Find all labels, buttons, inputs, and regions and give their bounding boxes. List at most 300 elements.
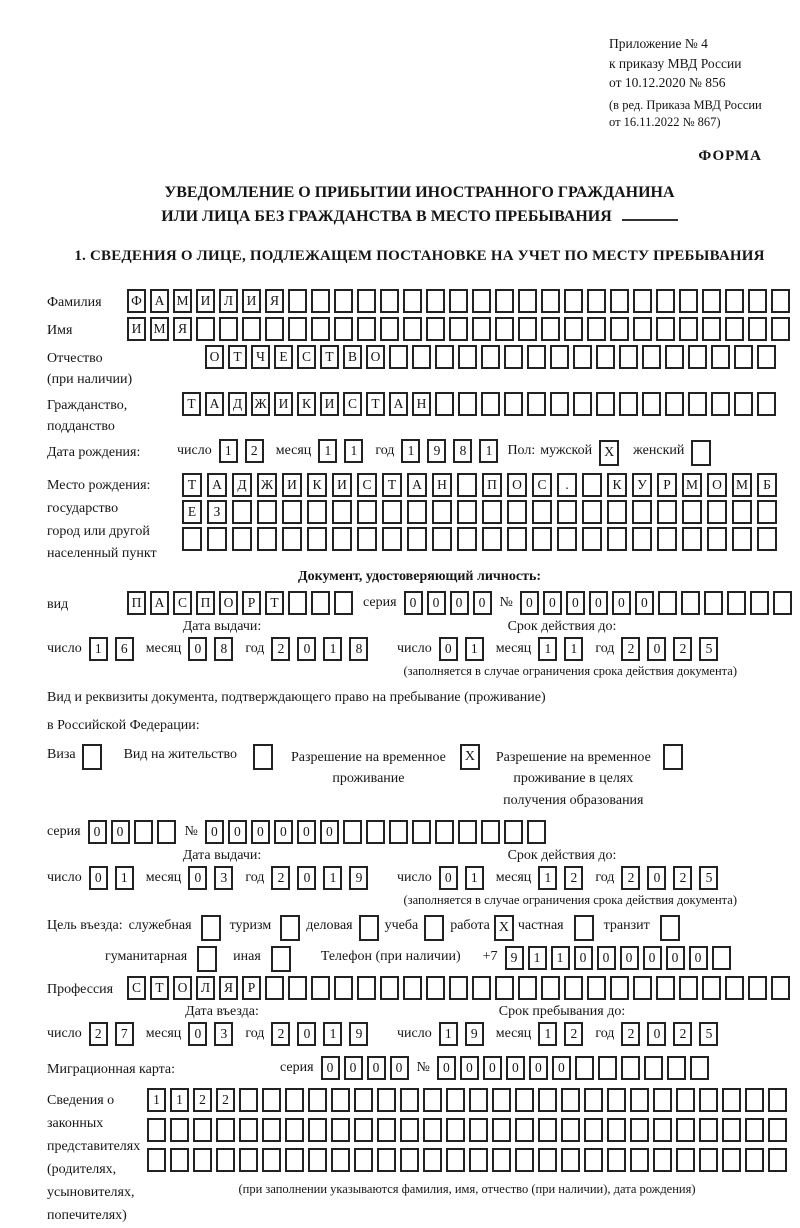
- char-cell[interactable]: [596, 392, 615, 416]
- char-cell[interactable]: А: [207, 473, 227, 497]
- char-cell[interactable]: [423, 1148, 442, 1172]
- char-cell[interactable]: [285, 1118, 304, 1142]
- char-cell[interactable]: [541, 976, 560, 1000]
- char-cell[interactable]: В: [343, 345, 362, 369]
- char-cell[interactable]: 1: [528, 946, 547, 970]
- char-cell[interactable]: 0: [647, 637, 666, 661]
- char-cell[interactable]: [481, 345, 500, 369]
- char-cell[interactable]: [598, 1056, 617, 1080]
- char-cell[interactable]: [676, 1148, 695, 1172]
- char-cell[interactable]: [435, 392, 454, 416]
- char-cell[interactable]: Ф: [127, 289, 146, 313]
- char-cell[interactable]: 0: [473, 591, 492, 615]
- char-cell[interactable]: [403, 317, 422, 341]
- char-cell[interactable]: И: [282, 473, 302, 497]
- char-cell[interactable]: [722, 1088, 741, 1112]
- char-cell[interactable]: А: [407, 473, 427, 497]
- char-cell[interactable]: [771, 317, 790, 341]
- char-cell[interactable]: 1: [564, 637, 583, 661]
- char-cell[interactable]: [193, 1148, 212, 1172]
- char-cell[interactable]: [587, 289, 606, 313]
- char-cell[interactable]: [699, 1118, 718, 1142]
- char-cell[interactable]: [311, 317, 330, 341]
- char-cell[interactable]: 1: [538, 637, 557, 661]
- char-cell[interactable]: [407, 527, 427, 551]
- char-cell[interactable]: [380, 976, 399, 1000]
- char-cell[interactable]: [584, 1118, 603, 1142]
- char-cell[interactable]: [412, 820, 431, 844]
- char-cell[interactable]: 0: [506, 1056, 525, 1080]
- char-cell[interactable]: [676, 1118, 695, 1142]
- char-cell[interactable]: 0: [552, 1056, 571, 1080]
- char-cell[interactable]: 2: [621, 1022, 640, 1046]
- char-cell[interactable]: [722, 1148, 741, 1172]
- char-cell[interactable]: [679, 289, 698, 313]
- char-cell[interactable]: [575, 1056, 594, 1080]
- char-cell[interactable]: 9: [427, 439, 446, 463]
- char-cell[interactable]: Д: [228, 392, 247, 416]
- char-cell[interactable]: [182, 527, 202, 551]
- char-cell[interactable]: [193, 1118, 212, 1142]
- char-cell[interactable]: [288, 317, 307, 341]
- char-cell[interactable]: [311, 976, 330, 1000]
- char-cell[interactable]: [644, 1056, 663, 1080]
- char-cell[interactable]: [757, 527, 777, 551]
- char-cell[interactable]: [745, 1088, 764, 1112]
- char-cell[interactable]: [561, 1088, 580, 1112]
- char-cell[interactable]: О: [507, 473, 527, 497]
- char-cell[interactable]: 0: [297, 637, 316, 661]
- char-cell[interactable]: [653, 1088, 672, 1112]
- char-cell[interactable]: [457, 473, 477, 497]
- char-cell[interactable]: О: [707, 473, 727, 497]
- char-cell[interactable]: [492, 1148, 511, 1172]
- char-cell[interactable]: [582, 473, 602, 497]
- char-cell[interactable]: [403, 976, 422, 1000]
- char-cell[interactable]: [515, 1118, 534, 1142]
- char-cell[interactable]: [285, 1088, 304, 1112]
- char-cell[interactable]: 5: [699, 866, 718, 890]
- char-cell[interactable]: [732, 527, 752, 551]
- char-cell[interactable]: [699, 1148, 718, 1172]
- char-cell[interactable]: [573, 345, 592, 369]
- char-cell[interactable]: [449, 317, 468, 341]
- char-cell[interactable]: 0: [88, 820, 107, 844]
- char-cell[interactable]: [469, 1088, 488, 1112]
- purpose-official-checkbox[interactable]: [201, 915, 221, 941]
- char-cell[interactable]: [432, 500, 452, 524]
- char-cell[interactable]: [332, 500, 352, 524]
- char-cell[interactable]: И: [332, 473, 352, 497]
- char-cell[interactable]: [768, 1088, 787, 1112]
- char-cell[interactable]: [773, 591, 792, 615]
- char-cell[interactable]: Я: [219, 976, 238, 1000]
- char-cell[interactable]: 0: [439, 637, 458, 661]
- char-cell[interactable]: .: [557, 473, 577, 497]
- char-cell[interactable]: С: [357, 473, 377, 497]
- char-cell[interactable]: [582, 527, 602, 551]
- char-cell[interactable]: [748, 976, 767, 1000]
- char-cell[interactable]: [311, 289, 330, 313]
- char-cell[interactable]: М: [173, 289, 192, 313]
- char-cell[interactable]: [515, 1088, 534, 1112]
- char-cell[interactable]: 0: [529, 1056, 548, 1080]
- char-cell[interactable]: [682, 527, 702, 551]
- char-cell[interactable]: [472, 289, 491, 313]
- char-cell[interactable]: [722, 1118, 741, 1142]
- char-cell[interactable]: 6: [115, 637, 134, 661]
- char-cell[interactable]: [458, 392, 477, 416]
- char-cell[interactable]: [354, 1088, 373, 1112]
- char-cell[interactable]: 0: [188, 637, 207, 661]
- char-cell[interactable]: [232, 500, 252, 524]
- char-cell[interactable]: [354, 1118, 373, 1142]
- char-cell[interactable]: О: [366, 345, 385, 369]
- char-cell[interactable]: [423, 1118, 442, 1142]
- char-cell[interactable]: [495, 976, 514, 1000]
- char-cell[interactable]: [642, 345, 661, 369]
- char-cell[interactable]: [495, 289, 514, 313]
- char-cell[interactable]: [377, 1118, 396, 1142]
- char-cell[interactable]: [532, 527, 552, 551]
- char-cell[interactable]: [307, 500, 327, 524]
- char-cell[interactable]: [538, 1088, 557, 1112]
- char-cell[interactable]: 5: [699, 1022, 718, 1046]
- char-cell[interactable]: Л: [196, 976, 215, 1000]
- char-cell[interactable]: [564, 317, 583, 341]
- char-cell[interactable]: М: [150, 317, 169, 341]
- char-cell[interactable]: [642, 392, 661, 416]
- char-cell[interactable]: [561, 1118, 580, 1142]
- purpose-other-checkbox[interactable]: [271, 946, 291, 972]
- char-cell[interactable]: 0: [427, 591, 446, 615]
- char-cell[interactable]: [656, 976, 675, 1000]
- char-cell[interactable]: [653, 1148, 672, 1172]
- char-cell[interactable]: С: [297, 345, 316, 369]
- char-cell[interactable]: [262, 1118, 281, 1142]
- char-cell[interactable]: [702, 976, 721, 1000]
- char-cell[interactable]: [432, 527, 452, 551]
- char-cell[interactable]: [688, 345, 707, 369]
- char-cell[interactable]: 0: [543, 591, 562, 615]
- char-cell[interactable]: 1: [89, 637, 108, 661]
- char-cell[interactable]: 0: [620, 946, 639, 970]
- char-cell[interactable]: 1: [170, 1088, 189, 1112]
- char-cell[interactable]: [658, 591, 677, 615]
- gender-male-checkbox[interactable]: X: [599, 440, 619, 466]
- char-cell[interactable]: [725, 976, 744, 1000]
- char-cell[interactable]: [242, 317, 261, 341]
- char-cell[interactable]: Т: [320, 345, 339, 369]
- char-cell[interactable]: 1: [323, 637, 342, 661]
- char-cell[interactable]: [331, 1088, 350, 1112]
- char-cell[interactable]: [239, 1118, 258, 1142]
- temp-permit-edu-checkbox[interactable]: [663, 744, 683, 770]
- char-cell[interactable]: [750, 591, 769, 615]
- char-cell[interactable]: 0: [188, 866, 207, 890]
- char-cell[interactable]: [682, 500, 702, 524]
- purpose-transit-checkbox[interactable]: [660, 915, 680, 941]
- char-cell[interactable]: [771, 289, 790, 313]
- char-cell[interactable]: [288, 289, 307, 313]
- char-cell[interactable]: [170, 1118, 189, 1142]
- char-cell[interactable]: [665, 345, 684, 369]
- gender-female-checkbox[interactable]: [691, 440, 711, 466]
- char-cell[interactable]: 8: [349, 637, 368, 661]
- char-cell[interactable]: [435, 820, 454, 844]
- char-cell[interactable]: [262, 1088, 281, 1112]
- char-cell[interactable]: [147, 1118, 166, 1142]
- char-cell[interactable]: [239, 1088, 258, 1112]
- char-cell[interactable]: [734, 392, 753, 416]
- char-cell[interactable]: 9: [349, 1022, 368, 1046]
- char-cell[interactable]: С: [343, 392, 362, 416]
- char-cell[interactable]: [732, 500, 752, 524]
- char-cell[interactable]: 3: [214, 1022, 233, 1046]
- char-cell[interactable]: [308, 1118, 327, 1142]
- char-cell[interactable]: [610, 289, 629, 313]
- char-cell[interactable]: 1: [115, 866, 134, 890]
- char-cell[interactable]: [481, 392, 500, 416]
- char-cell[interactable]: 2: [673, 866, 692, 890]
- char-cell[interactable]: [676, 1088, 695, 1112]
- char-cell[interactable]: 2: [271, 637, 290, 661]
- char-cell[interactable]: [426, 289, 445, 313]
- char-cell[interactable]: [679, 317, 698, 341]
- char-cell[interactable]: [265, 976, 284, 1000]
- char-cell[interactable]: [667, 1056, 686, 1080]
- visa-checkbox[interactable]: [82, 744, 102, 770]
- char-cell[interactable]: [725, 289, 744, 313]
- char-cell[interactable]: [504, 392, 523, 416]
- char-cell[interactable]: Р: [657, 473, 677, 497]
- char-cell[interactable]: [458, 345, 477, 369]
- char-cell[interactable]: [389, 820, 408, 844]
- char-cell[interactable]: И: [242, 289, 261, 313]
- char-cell[interactable]: [492, 1118, 511, 1142]
- char-cell[interactable]: Ч: [251, 345, 270, 369]
- char-cell[interactable]: [656, 317, 675, 341]
- char-cell[interactable]: 0: [597, 946, 616, 970]
- char-cell[interactable]: Т: [382, 473, 402, 497]
- char-cell[interactable]: Д: [232, 473, 252, 497]
- char-cell[interactable]: 0: [297, 866, 316, 890]
- char-cell[interactable]: [607, 1118, 626, 1142]
- char-cell[interactable]: [757, 500, 777, 524]
- char-cell[interactable]: [745, 1118, 764, 1142]
- char-cell[interactable]: [532, 500, 552, 524]
- char-cell[interactable]: [538, 1148, 557, 1172]
- char-cell[interactable]: М: [682, 473, 702, 497]
- char-cell[interactable]: 0: [320, 820, 339, 844]
- char-cell[interactable]: [492, 1088, 511, 1112]
- char-cell[interactable]: 1: [344, 439, 363, 463]
- char-cell[interactable]: С: [532, 473, 552, 497]
- char-cell[interactable]: [607, 527, 627, 551]
- char-cell[interactable]: 0: [188, 1022, 207, 1046]
- char-cell[interactable]: [527, 820, 546, 844]
- char-cell[interactable]: 0: [297, 820, 316, 844]
- char-cell[interactable]: [357, 500, 377, 524]
- char-cell[interactable]: 0: [111, 820, 130, 844]
- char-cell[interactable]: 1: [323, 866, 342, 890]
- char-cell[interactable]: 2: [564, 866, 583, 890]
- char-cell[interactable]: 1: [465, 637, 484, 661]
- char-cell[interactable]: У: [632, 473, 652, 497]
- char-cell[interactable]: [239, 1148, 258, 1172]
- char-cell[interactable]: Р: [242, 591, 261, 615]
- char-cell[interactable]: О: [173, 976, 192, 1000]
- char-cell[interactable]: [619, 392, 638, 416]
- char-cell[interactable]: 0: [251, 820, 270, 844]
- char-cell[interactable]: [334, 591, 353, 615]
- char-cell[interactable]: 2: [621, 637, 640, 661]
- char-cell[interactable]: [331, 1118, 350, 1142]
- char-cell[interactable]: [587, 976, 606, 1000]
- char-cell[interactable]: [584, 1148, 603, 1172]
- char-cell[interactable]: [541, 317, 560, 341]
- char-cell[interactable]: [382, 500, 402, 524]
- char-cell[interactable]: 1: [439, 1022, 458, 1046]
- char-cell[interactable]: Ж: [257, 473, 277, 497]
- char-cell[interactable]: [757, 392, 776, 416]
- char-cell[interactable]: [633, 289, 652, 313]
- char-cell[interactable]: 2: [621, 866, 640, 890]
- char-cell[interactable]: 0: [520, 591, 539, 615]
- char-cell[interactable]: [308, 1088, 327, 1112]
- char-cell[interactable]: 1: [465, 866, 484, 890]
- char-cell[interactable]: [449, 289, 468, 313]
- char-cell[interactable]: [712, 946, 731, 970]
- char-cell[interactable]: [607, 1148, 626, 1172]
- char-cell[interactable]: [681, 591, 700, 615]
- char-cell[interactable]: 5: [699, 637, 718, 661]
- char-cell[interactable]: [557, 527, 577, 551]
- char-cell[interactable]: [457, 500, 477, 524]
- char-cell[interactable]: [657, 527, 677, 551]
- char-cell[interactable]: [711, 345, 730, 369]
- char-cell[interactable]: [332, 527, 352, 551]
- char-cell[interactable]: [257, 527, 277, 551]
- char-cell[interactable]: И: [274, 392, 293, 416]
- char-cell[interactable]: [699, 1088, 718, 1112]
- char-cell[interactable]: [170, 1148, 189, 1172]
- char-cell[interactable]: [550, 345, 569, 369]
- char-cell[interactable]: [607, 500, 627, 524]
- char-cell[interactable]: [265, 317, 284, 341]
- char-cell[interactable]: [423, 1088, 442, 1112]
- char-cell[interactable]: [557, 500, 577, 524]
- char-cell[interactable]: 0: [612, 591, 631, 615]
- char-cell[interactable]: 3: [214, 866, 233, 890]
- char-cell[interactable]: [257, 500, 277, 524]
- char-cell[interactable]: [748, 317, 767, 341]
- char-cell[interactable]: [334, 317, 353, 341]
- char-cell[interactable]: 1: [538, 1022, 557, 1046]
- char-cell[interactable]: И: [127, 317, 146, 341]
- char-cell[interactable]: 0: [344, 1056, 363, 1080]
- char-cell[interactable]: 8: [453, 439, 472, 463]
- char-cell[interactable]: [707, 527, 727, 551]
- char-cell[interactable]: [400, 1118, 419, 1142]
- char-cell[interactable]: [457, 527, 477, 551]
- char-cell[interactable]: [282, 500, 302, 524]
- char-cell[interactable]: [377, 1148, 396, 1172]
- temp-permit-checkbox[interactable]: X: [460, 744, 480, 770]
- char-cell[interactable]: [504, 345, 523, 369]
- char-cell[interactable]: Н: [412, 392, 431, 416]
- char-cell[interactable]: Е: [274, 345, 293, 369]
- char-cell[interactable]: 2: [216, 1088, 235, 1112]
- char-cell[interactable]: П: [482, 473, 502, 497]
- char-cell[interactable]: [518, 289, 537, 313]
- char-cell[interactable]: [527, 345, 546, 369]
- char-cell[interactable]: [400, 1088, 419, 1112]
- char-cell[interactable]: [768, 1148, 787, 1172]
- char-cell[interactable]: [308, 1148, 327, 1172]
- char-cell[interactable]: [587, 317, 606, 341]
- char-cell[interactable]: 9: [349, 866, 368, 890]
- char-cell[interactable]: [702, 317, 721, 341]
- char-cell[interactable]: И: [320, 392, 339, 416]
- char-cell[interactable]: [400, 1148, 419, 1172]
- char-cell[interactable]: [403, 289, 422, 313]
- purpose-study-checkbox[interactable]: [424, 915, 444, 941]
- char-cell[interactable]: И: [196, 289, 215, 313]
- char-cell[interactable]: [619, 345, 638, 369]
- char-cell[interactable]: 0: [450, 591, 469, 615]
- purpose-business-checkbox[interactable]: [359, 915, 379, 941]
- char-cell[interactable]: [147, 1148, 166, 1172]
- char-cell[interactable]: [657, 500, 677, 524]
- char-cell[interactable]: [157, 820, 176, 844]
- char-cell[interactable]: 0: [439, 866, 458, 890]
- char-cell[interactable]: [307, 527, 327, 551]
- char-cell[interactable]: 1: [219, 439, 238, 463]
- char-cell[interactable]: Т: [182, 473, 202, 497]
- char-cell[interactable]: [707, 500, 727, 524]
- char-cell[interactable]: С: [127, 976, 146, 1000]
- char-cell[interactable]: [343, 820, 362, 844]
- char-cell[interactable]: [407, 500, 427, 524]
- char-cell[interactable]: [377, 1088, 396, 1112]
- char-cell[interactable]: [564, 289, 583, 313]
- purpose-private-checkbox[interactable]: [574, 915, 594, 941]
- char-cell[interactable]: П: [127, 591, 146, 615]
- char-cell[interactable]: [632, 500, 652, 524]
- char-cell[interactable]: [216, 1118, 235, 1142]
- char-cell[interactable]: [596, 345, 615, 369]
- char-cell[interactable]: 2: [673, 637, 692, 661]
- char-cell[interactable]: М: [732, 473, 752, 497]
- residence-permit-checkbox[interactable]: [253, 744, 273, 770]
- char-cell[interactable]: 0: [228, 820, 247, 844]
- char-cell[interactable]: 0: [666, 946, 685, 970]
- char-cell[interactable]: 0: [205, 820, 224, 844]
- char-cell[interactable]: Т: [265, 591, 284, 615]
- char-cell[interactable]: [507, 527, 527, 551]
- char-cell[interactable]: [357, 527, 377, 551]
- char-cell[interactable]: [288, 591, 307, 615]
- char-cell[interactable]: [426, 317, 445, 341]
- char-cell[interactable]: [630, 1148, 649, 1172]
- char-cell[interactable]: [610, 317, 629, 341]
- char-cell[interactable]: [334, 289, 353, 313]
- char-cell[interactable]: [564, 976, 583, 1000]
- char-cell[interactable]: [504, 820, 523, 844]
- char-cell[interactable]: 0: [89, 866, 108, 890]
- char-cell[interactable]: [584, 1088, 603, 1112]
